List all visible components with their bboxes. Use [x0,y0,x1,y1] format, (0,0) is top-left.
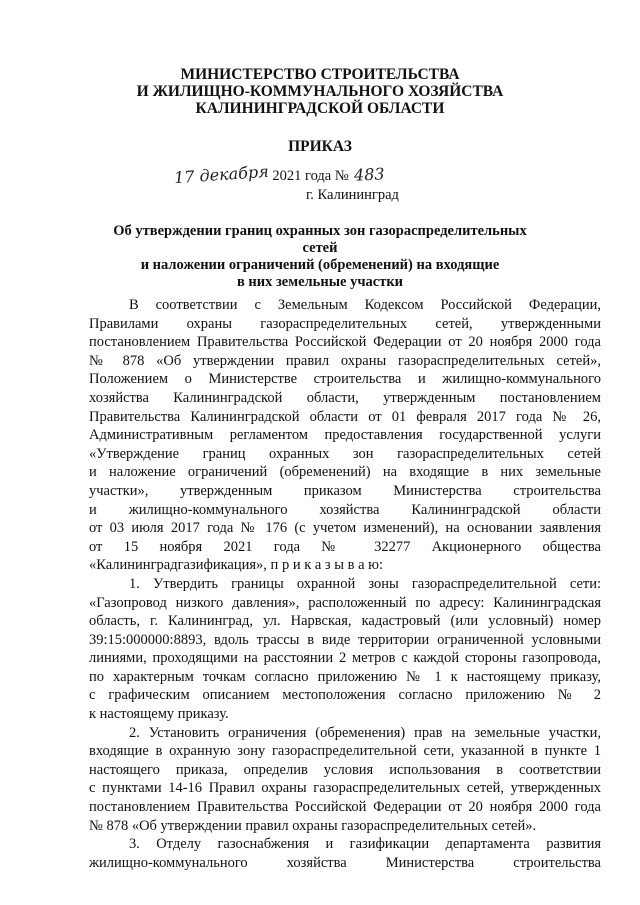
order-date-row [173,161,386,188]
text-line: и наложение ограничений (обременений) на входящие в них земельные [89,464,601,481]
order-body [89,296,601,872]
order-city: г. Калининград [306,187,399,203]
text-line: «Газопровод низкого давления», расположенный по адресу: Калининградская [89,594,601,611]
text-line: постановлением Правительства Российской Федерации от 20 ноября 2000 года [89,799,601,816]
order-title: ПРИКАЗ [288,138,352,155]
text-line: № 878 «Об утверждении правил охраны газораспределительных сетей», [89,352,601,369]
text-line: участки», утвержденным приказом Министерства строительства [89,482,601,499]
text-line: № 878 «Об утверждении правил охраны газораспределительных сетей». [89,817,537,834]
text-line: от 15 ноября 2021 года № 32277 Акционерного общества [89,538,601,555]
header-line: МИНИСТЕРСТВО СТРОИТЕЛЬСТВА [180,66,460,83]
text-line: с графическим описанием местоположения согласно приложению № 2 [89,687,601,704]
text-line: жилищно-коммунального хозяйства Министерства строительства [89,854,601,871]
order-year-text: 2021 года № [272,168,349,184]
intro-paragraph [89,296,601,575]
text-line: от 03 июля 2017 года № 176 (с учетом изменений), на основании заявления [89,520,601,537]
subject-line: и наложении ограничений (обременений) на входящие [140,257,500,273]
header-line: И ЖИЛИЩНО-КОММУНАЛЬНОГО ХОЗЯЙСТВА [136,83,504,100]
text-line: входящие в охранную зону газораспределительной сети, указанной в пункте 1 [89,743,601,760]
text-line: 39:15:000000:8893, вдоль трассы в виде территории ограниченной условными [89,631,601,648]
text-line: «Калининградгазификация», п р и к а з ы в а ю: [89,557,384,574]
text-line: настоящего приказа, определив условия использования в соответствии [89,761,601,778]
item-2-paragraph [89,724,601,836]
item-1-paragraph [89,575,601,724]
header-line: КАЛИНИНГРАДСКОЙ ОБЛАСТИ [195,100,445,117]
text-line: с пунктами 14-16 Правил охраны газораспределительных сетей, утвержденных [89,780,601,797]
ministry-header [90,66,550,117]
text-line: хозяйства Калининградской области, утвержденным постановлением [89,389,601,406]
order-subject [96,223,544,291]
handwritten-order-number: 483 [353,164,386,185]
text-line: область, г. Калининград, ул. Нарвская, кадастровый (или условный) номер [89,613,601,630]
item-3-paragraph [89,835,601,872]
text-line: «Утверждение границ охранных зон газораспределительных сетей [89,445,601,462]
text-line: и жилищно-коммунального хозяйства Калининградской области [89,501,601,518]
text-line: В соответствии с Земельным Кодексом Российской Федерации, [129,297,601,313]
text-line: постановлением Правительства Российской Федерации от 20 ноября 2000 года [89,334,601,351]
text-line: Правительства Калининградской области от 01 февраля 2017 года № 26, [89,408,601,425]
text-line: 2. Установить ограничения (обременения) прав на земельные участки, [129,724,601,741]
text-line: по характерным точкам согласно приложению № 1 к настоящему приказу, [89,668,601,685]
text-line: Положением о Министерстве строительства и жилищно-коммунального [89,371,601,388]
text-line: 1. Утвердить границы охранной зоны газораспределительной сети: [129,575,601,592]
text-line: 3. Отделу газоснабжения и газификации департамента развития [129,836,601,853]
text-line: Административным регламентом предоставления государственной услуги [89,427,601,444]
text-line: линиями, проходящими на расстоянии 2 метров с каждой стороны газопровода, [89,650,601,667]
text-line: к настоящему приказу. [89,706,229,723]
text-line: Правилами охраны газораспределительных сетей, утвержденными [89,315,601,332]
subject-line: Об утверждении границ охранных зон газораспределительных сетей [113,223,527,256]
handwritten-date: 17 декабря [173,161,270,188]
subject-line: в них земельные участки [236,274,404,290]
